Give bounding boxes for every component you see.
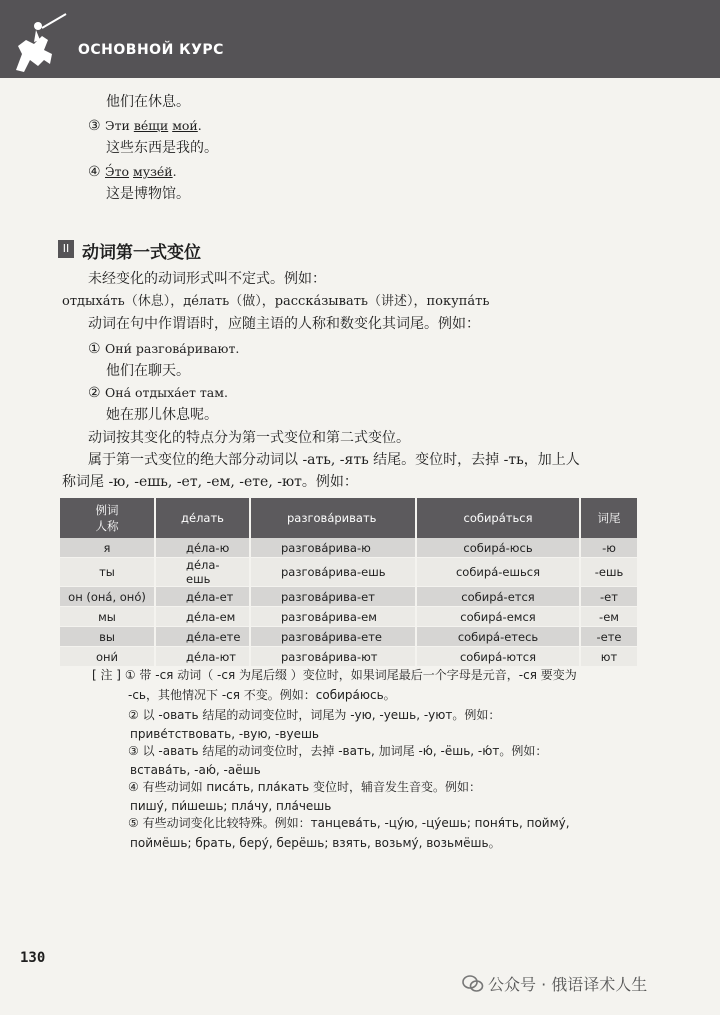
example-number: ② (88, 385, 101, 401)
table-cell: собира́-юсь (416, 538, 580, 558)
table-row (60, 558, 638, 587)
column-header: де́лать (155, 498, 250, 538)
note-2 (128, 706, 500, 723)
paragraph: 称词尾 -ю, -ешь, -ет, -ем, -ете, -ют。例如： (62, 474, 358, 490)
table-cell: разгова́рива-ет (250, 587, 416, 607)
word: Эти (105, 118, 134, 133)
example-number: ① (88, 341, 101, 357)
underlined-word: Э́то (105, 164, 130, 179)
note-number: ② (128, 708, 139, 722)
example-4 (88, 162, 177, 182)
underlined-word: музе́й (133, 164, 173, 179)
person-cell: ты (60, 558, 155, 587)
section-title: 动词第一式变位 (82, 243, 201, 263)
note-3 (128, 742, 547, 759)
verb-examples: отдыха́ть（休息），де́лать（做），расска́зывать（讲述），покупа́ть (62, 294, 490, 309)
watermark-text: 公众号 · 俄语译术人生 (488, 975, 648, 994)
paragraph: 动词按其变化的特点分为第一式变位和第二式变位。 (88, 430, 410, 446)
table-cell: собира́-емся (416, 607, 580, 627)
note-5 (128, 814, 570, 831)
ending-cell: -ем (580, 607, 638, 627)
table-cell: де́ла-ет (155, 587, 250, 607)
page-number: 130 (20, 950, 46, 966)
table-cell: собира́-етесь (416, 627, 580, 647)
person-cell: вы (60, 627, 155, 647)
table-row (60, 587, 638, 607)
ending-cell: -ю (580, 538, 638, 558)
table-header-row (60, 498, 638, 538)
table-cell: разгова́рива-ете (250, 627, 416, 647)
table-cell: разгова́рива-ешь (250, 558, 416, 587)
note-1 (92, 666, 577, 683)
underlined-word: ве́щи (133, 118, 169, 133)
ending-cell: -ете (580, 627, 638, 647)
table-cell: разгова́рива-ем (250, 607, 416, 627)
horseman-logo-icon (8, 10, 72, 76)
column-header: собира́ться (416, 498, 580, 538)
section-number-badge: II (58, 240, 74, 258)
table-cell: разгова́рива-ю (250, 538, 416, 558)
note-text: пишу́, пи́шешь; пла́чу, пла́чешь (130, 799, 332, 813)
note-text: встава́ть, -аю́, -аёшь (130, 763, 261, 777)
note-text: 以 -авать 结尾的动词变位时，去掉 -вать, 加词尾 -ю́, -ёшь, -ю́т。例如： (142, 744, 548, 758)
table-cell: де́ла-ешь (155, 558, 250, 587)
person-cell: он (она́, оно́) (60, 587, 155, 607)
note-text: приве́тствовать, -вую, -вуешь (130, 727, 319, 741)
conjugation-table (60, 498, 639, 667)
example-number: ③ (88, 118, 101, 134)
underlined-word: мои́ (172, 118, 198, 133)
translation-line: 她在那儿休息呢。 (106, 407, 218, 423)
example-3 (88, 116, 202, 136)
note-text: 有些动词变化比较特殊。例如：танцева́ть, -цу́ю, -цу́ешь; поня́ть, пойму́, (142, 816, 570, 830)
example-sentence: Она́ отдыха́ет там. (105, 385, 228, 400)
table-row (60, 607, 638, 627)
note-text: поймёшь; брать, беру́, берёшь; взять, возьму́, возьмёшь。 (130, 836, 501, 850)
note-number: ④ (128, 780, 139, 794)
corner-header (60, 498, 155, 538)
example-number: ④ (88, 164, 101, 180)
note-text: 带 -ся 动词（ -ся 为尾后缀 ）变位时，如果词尾最后一个字母是元音，-ся 要变为 (139, 668, 577, 682)
ending-cell: -ешь (580, 558, 638, 587)
table-row (60, 538, 638, 558)
table-row (60, 647, 638, 667)
person-cell: я (60, 538, 155, 558)
paragraph: 属于第一式变位的绝大部分动词以 -ать, -ять 结尾。变位时，去掉 -ть，加上人 (88, 452, 580, 468)
note-text: 以 -овать 结尾的动词变位时，词尾为 -ую, -уешь, -уют。例如： (142, 708, 501, 722)
note-number: ③ (128, 744, 139, 758)
example-sentence: Они́ разгова́ривают. (105, 341, 240, 356)
table-row (60, 627, 638, 647)
page-header (0, 0, 720, 78)
paragraph: 动词在句中作谓语时，应随主语的人称和数变化其词尾。例如： (88, 316, 480, 332)
table-cell: собира́-ются (416, 647, 580, 667)
column-header: 词尾 (580, 498, 638, 538)
corner-top-label: 例词 (95, 503, 119, 517)
paragraph: 未经变化的动词形式叫不定式。例如： (88, 271, 326, 287)
ending-cell: ют (580, 647, 638, 667)
note-number: ① (124, 668, 136, 682)
note-4 (128, 778, 481, 795)
ending-cell: -ет (580, 587, 638, 607)
table-cell: де́ла-ют (155, 647, 250, 667)
course-title: ОСНОВНОЙ КУРС (78, 42, 224, 58)
table-cell: де́ла-ю (155, 538, 250, 558)
example-1 (88, 339, 239, 359)
punct: . (172, 164, 177, 179)
note-text: 有些动词如 писа́ть, пла́кать 变位时，辅音发生音变。例如： (142, 780, 482, 794)
table-cell: собира́-ешься (416, 558, 580, 587)
note-number: ⑤ (128, 816, 139, 830)
watermark (462, 972, 647, 995)
column-header: разгова́ривать (250, 498, 416, 538)
translation-line: 他们在聊天。 (106, 363, 190, 379)
person-cell: они́ (60, 647, 155, 667)
wechat-icon (462, 975, 484, 993)
example-2 (88, 383, 228, 403)
table-cell: собира́-ется (416, 587, 580, 607)
note-text: -сь，其他情况下 -ся 不变。例如：собира́юсь。 (128, 688, 396, 702)
table-cell: де́ла-ете (155, 627, 250, 647)
translation-line: 他们在休息。 (106, 94, 190, 110)
corner-bottom-label: 人称 (95, 519, 119, 533)
translation-line: 这是博物馆。 (106, 186, 190, 202)
table-cell: разгова́рива-ют (250, 647, 416, 667)
punct: . (197, 118, 202, 133)
translation-line: 这些东西是我的。 (106, 140, 218, 156)
note-label: [ 注 ] (92, 668, 121, 682)
person-cell: мы (60, 607, 155, 627)
table-cell: де́ла-ем (155, 607, 250, 627)
